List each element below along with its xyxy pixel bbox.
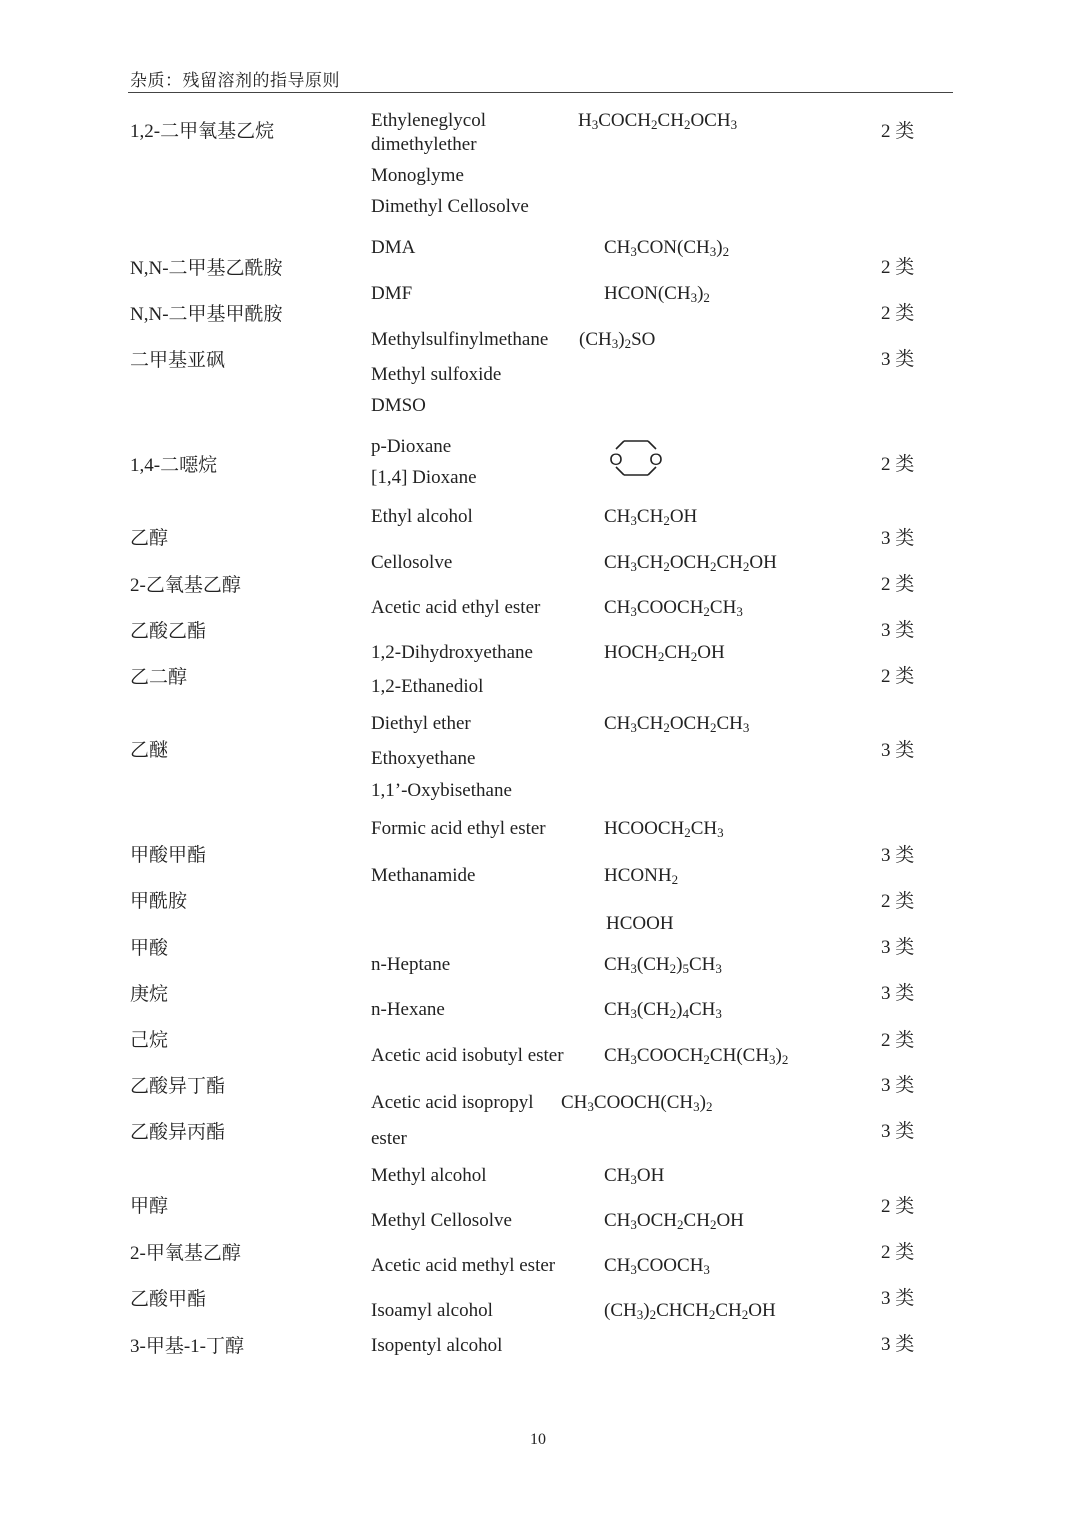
solvent-en-name: Methanamide (371, 865, 476, 886)
page-header: 杂质：残留溶剂的指导原则 (130, 71, 340, 90)
chemical-formula: $CH_3(CH_2)_5CH_3$ (604, 954, 722, 976)
solvent-en-name: ester (371, 1128, 407, 1149)
chemical-formula: $HCON(CH_3)_2$ (604, 283, 710, 305)
solvent-class: 3 类 (881, 845, 915, 866)
chemical-formula: $CH_3COOCH_2CH_3$ (604, 597, 743, 619)
solvent-en-name: Acetic acid ethyl ester (371, 597, 541, 618)
solvent-class: 3 类 (881, 740, 915, 761)
chemical-formula: $CH_3OCH_2CH_2OH$ (604, 1210, 744, 1232)
solvent-en-name: DMA (371, 237, 416, 258)
solvent-zh-name: 甲酰胺 (130, 891, 188, 912)
solvent-zh-name: 乙酸异丙酯 (130, 1122, 226, 1143)
solvent-zh-name: 乙醚 (130, 740, 169, 761)
solvent-class: 2 类 (881, 121, 915, 142)
solvent-class: 2 类 (881, 257, 915, 278)
solvent-zh-name: 乙酸异丁酯 (130, 1076, 226, 1097)
chemical-formula: $H_3COCH_2CH_2OCH_3$ (578, 110, 738, 132)
solvent-class: 3 类 (881, 620, 915, 641)
solvent-class: 2 类 (881, 666, 915, 687)
solvent-zh-name: 3-甲基-1-丁醇 (130, 1336, 244, 1357)
header-rule (128, 92, 953, 93)
solvent-en-name: 1,2-Ethanediol (371, 676, 484, 697)
solvent-en-name: Ethoxyethane (371, 748, 476, 769)
solvent-zh-name: 1,2-二甲氧基乙烷 (130, 121, 275, 142)
solvent-zh-name: 乙酸甲酯 (130, 1289, 207, 1310)
solvent-en-name: Cellosolve (371, 552, 453, 573)
solvent-en-name: Methylsulfinylmethane (371, 329, 549, 350)
solvent-en-name: n-Heptane (371, 954, 451, 975)
solvent-class: 3 类 (881, 1075, 915, 1096)
chemical-formula: $CH_3COOCH(CH_3)_2$ (561, 1092, 713, 1114)
solvent-class: 2 类 (881, 303, 915, 324)
solvent-class: 3 类 (881, 1334, 915, 1355)
oxygen-atom: O (649, 450, 663, 469)
solvent-en-name: Isopentyl alcohol (371, 1335, 503, 1356)
solvent-zh-name: 乙二醇 (130, 667, 188, 688)
solvent-zh-name: 庚烷 (130, 984, 169, 1005)
solvent-class: 2 类 (881, 454, 915, 475)
solvent-en-name: Isoamyl alcohol (371, 1300, 493, 1321)
chemical-formula: $CH_3CH_2OCH_2CH_2OH$ (604, 552, 777, 574)
solvent-en-name: Ethyleneglycol (371, 110, 487, 131)
solvent-zh-name: 己烷 (130, 1030, 169, 1051)
solvent-class: 3 类 (881, 349, 915, 370)
solvent-en-name: Acetic acid methyl ester (371, 1255, 556, 1276)
chemical-formula: $(CH_3)_2CHCH_2CH_2OH$ (604, 1300, 776, 1322)
solvent-zh-name: 甲酸甲酯 (130, 845, 207, 866)
solvent-en-name: Acetic acid isopropyl (371, 1092, 534, 1113)
solvent-en-name: Methyl alcohol (371, 1165, 487, 1186)
solvent-zh-name: 1,4-二噁烷 (130, 455, 218, 476)
solvent-class: 2 类 (881, 1030, 915, 1051)
solvent-zh-name: 甲醇 (130, 1196, 169, 1217)
chemical-formula: $HCONH_2$ (604, 865, 679, 887)
solvent-en-name: Monoglyme (371, 165, 464, 186)
solvent-class: 3 类 (881, 983, 915, 1004)
chemical-formula: $CH_3OH$ (604, 1165, 665, 1187)
chemical-formula: $HCOOCH_2CH_3$ (604, 818, 724, 840)
solvent-en-name: p-Dioxane (371, 436, 452, 457)
solvent-en-name: Dimethyl Cellosolve (371, 196, 529, 217)
solvent-class: 3 类 (881, 937, 915, 958)
solvent-class: 2 类 (881, 1196, 915, 1217)
oxygen-atom: O (609, 450, 623, 469)
chemical-formula: $(CH_3)_2SO$ (579, 329, 656, 351)
chemical-formula: $CH_3CON(CH_3)_2$ (604, 237, 730, 259)
solvent-en-name: 1,2-Dihydroxyethane (371, 642, 533, 663)
solvent-en-name: Formic acid ethyl ester (371, 818, 546, 839)
solvent-zh-name: 甲酸 (130, 938, 169, 959)
solvent-zh-name: 2-乙氧基乙醇 (130, 575, 241, 596)
solvent-zh-name: 乙醇 (130, 528, 169, 549)
solvent-en-name: 1,1’-Oxybisethane (371, 780, 512, 801)
chemical-formula: $HOCH_2CH_2OH$ (604, 642, 725, 664)
solvent-class: 2 类 (881, 891, 915, 912)
chemical-formula: $CH_3COOCH_2CH(CH_3)_2$ (604, 1045, 789, 1067)
solvent-zh-name: 二甲基亚砜 (130, 350, 226, 371)
solvent-zh-name: N,N-二甲基乙酰胺 (130, 258, 283, 279)
solvent-en-name: DMF (371, 283, 413, 304)
solvent-en-name: Methyl sulfoxide (371, 364, 502, 385)
chemical-formula: $CH_3CH_2OH$ (604, 506, 698, 528)
solvent-class: 2 类 (881, 574, 915, 595)
solvent-class: 3 类 (881, 1288, 915, 1309)
solvent-zh-name: 2-甲氧基乙醇 (130, 1243, 241, 1264)
chemical-formula: $CH_3COOCH_3$ (604, 1255, 710, 1277)
dioxane-structure-diagram (604, 437, 668, 479)
solvent-class: 3 类 (881, 528, 915, 549)
chemical-formula: HCOOH (606, 913, 674, 934)
solvent-en-name: [1,4] Dioxane (371, 467, 477, 488)
solvent-en-name: Ethyl alcohol (371, 506, 473, 527)
solvent-class: 2 类 (881, 1242, 915, 1263)
solvent-en-name: n-Hexane (371, 999, 445, 1020)
solvent-en-name: Methyl Cellosolve (371, 1210, 512, 1231)
solvent-class: 3 类 (881, 1121, 915, 1142)
solvent-en-name: dimethylether (371, 134, 477, 155)
solvent-en-name: Diethyl ether (371, 713, 471, 734)
chemical-formula: $CH_3CH_2OCH_2CH_3$ (604, 713, 750, 735)
solvent-en-name: Acetic acid isobutyl ester (371, 1045, 564, 1066)
solvent-en-name: DMSO (371, 395, 426, 416)
chemical-formula: $CH_3(CH_2)_4CH_3$ (604, 999, 722, 1021)
page-number: 10 (530, 1431, 546, 1448)
solvent-zh-name: N,N-二甲基甲酰胺 (130, 304, 283, 325)
solvent-zh-name: 乙酸乙酯 (130, 621, 207, 642)
